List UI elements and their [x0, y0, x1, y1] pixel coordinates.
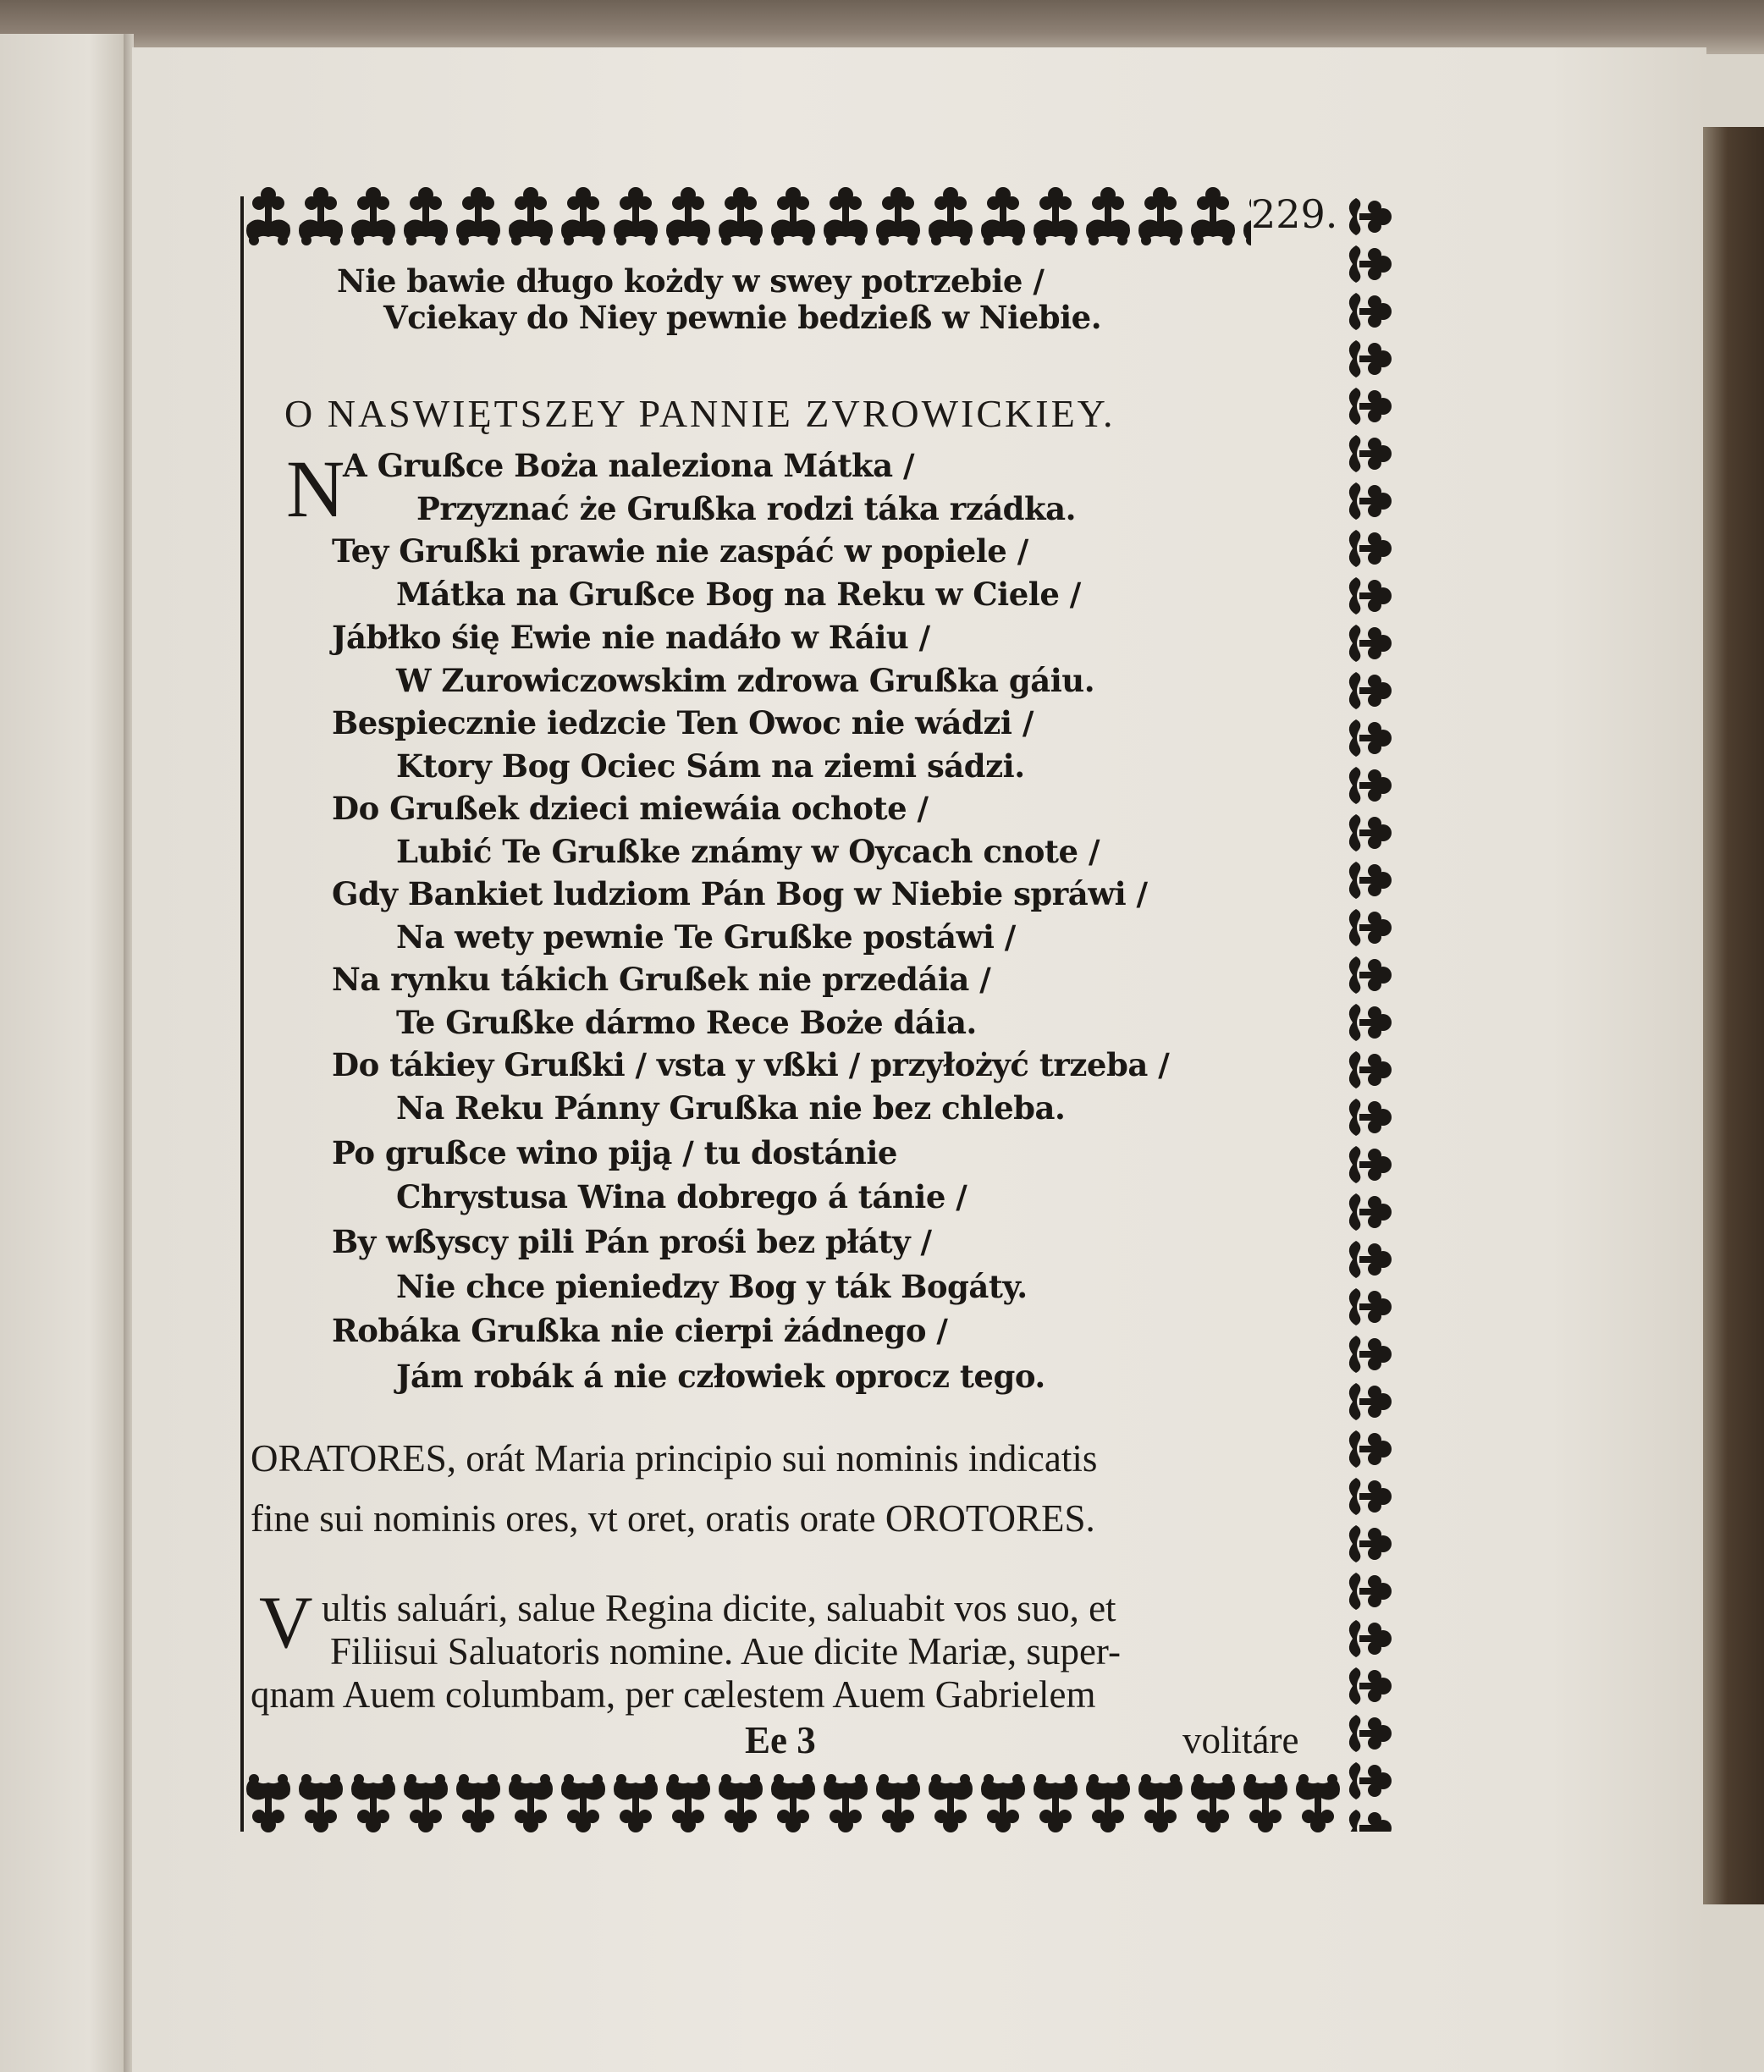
poem-line: Tey Grußki prawie nie zaspáć w popiele /: [332, 532, 1028, 570]
book-top-edge: [0, 0, 1764, 54]
poem-line: Nie chce pieniedzy Bog y ták Bogáty.: [396, 1268, 1028, 1305]
poem-line: Jábłko śię Ewie nie nadáło w Ráiu /: [332, 619, 930, 656]
latin-line: qnam Auem columbam, per cælestem Auem Gabrielem: [251, 1673, 1096, 1716]
poem-line: Po grußce wino piją / tu dostánie: [332, 1134, 897, 1171]
poem-line: Te Grußke dármo Rece Boże dáia.: [396, 1004, 977, 1041]
poem-line: Na Reku Pánny Grußka nie bez chleba.: [396, 1089, 1066, 1127]
poem-heading: O NASWIĘTSZEY PANNIE ZVROWICKIEY.: [284, 392, 1116, 435]
poem-line: Ktory Bog Ociec Sám na ziemi sádzi.: [396, 747, 1025, 785]
poem-line: W Zurowiczowskim zdrowa Grußka gáiu.: [396, 662, 1095, 699]
poem-line: Chrystusa Wina dobrego á tánie /: [396, 1178, 967, 1215]
left-page-edge: [0, 34, 127, 2072]
opening-line: Nie bawie długo kożdy w swey potrzebie /: [337, 262, 1045, 300]
drop-cap-v: V: [259, 1582, 313, 1664]
poem-line: By wßyscy pili Pán prośi bez płáty /: [332, 1223, 932, 1260]
bottom-ornament-border: [242, 1769, 1342, 1837]
page-stack-edge: [1703, 127, 1764, 1904]
frame-left-rule: [240, 196, 244, 1832]
latin-line: Filiisui Saluatoris nomine. Aue dicite Mariæ, super-: [330, 1630, 1121, 1672]
latin-line: fine sui nominis ores, vt oret, oratis orate OROTORES.: [251, 1497, 1095, 1540]
poem-line: Na rynku tákich Grußek nie przedáia /: [332, 961, 991, 998]
poem-line: Jám robák á nie człowiek oprocz tego.: [396, 1358, 1045, 1395]
opening-line: Vciekay do Niey pewnie bedzieß w Niebie.: [383, 299, 1102, 336]
poem-line: Robáka Grußka nie cierpi żádnego /: [332, 1312, 948, 1349]
poem-line: Na wety pewnie Te Grußke postáwi /: [396, 918, 1016, 956]
latin-line: ORATORES, orát Maria principio sui nominis indicatis: [251, 1437, 1098, 1480]
latin-line: ultis saluári, salue Regina dicite, saluabit vos suo, et: [322, 1587, 1116, 1629]
poem-line: Do Grußek dzieci miewáia ochote /: [332, 790, 929, 827]
drop-cap-n: N: [286, 444, 345, 534]
right-ornament-border: [1341, 193, 1395, 1832]
poem-line: Do tákiey Grußki / vsta y vßki / przyłożyć trzeba /: [332, 1046, 1170, 1083]
poem-line: Bespiecznie iedzcie Ten Owoc nie wádzi /: [332, 704, 1034, 741]
top-ornament-border: [242, 183, 1251, 252]
catchword: volitáre: [1182, 1719, 1299, 1761]
page-number: 229.: [1251, 191, 1338, 237]
poem-line: A Grußce Boża naleziona Mátka /: [343, 447, 914, 484]
poem-line: Gdy Bankiet ludziom Pán Bog w Niebie spráwi /: [332, 875, 1148, 912]
poem-line: Lubić Te Grußke známy w Oycach cnote /: [396, 833, 1100, 870]
poem-line: Mátka na Grußce Bog na Reku w Ciele /: [396, 576, 1081, 613]
signature-mark: Ee 3: [745, 1719, 816, 1761]
poem-line: Przyznać że Grußka rodzi táka rzádka.: [416, 490, 1077, 527]
